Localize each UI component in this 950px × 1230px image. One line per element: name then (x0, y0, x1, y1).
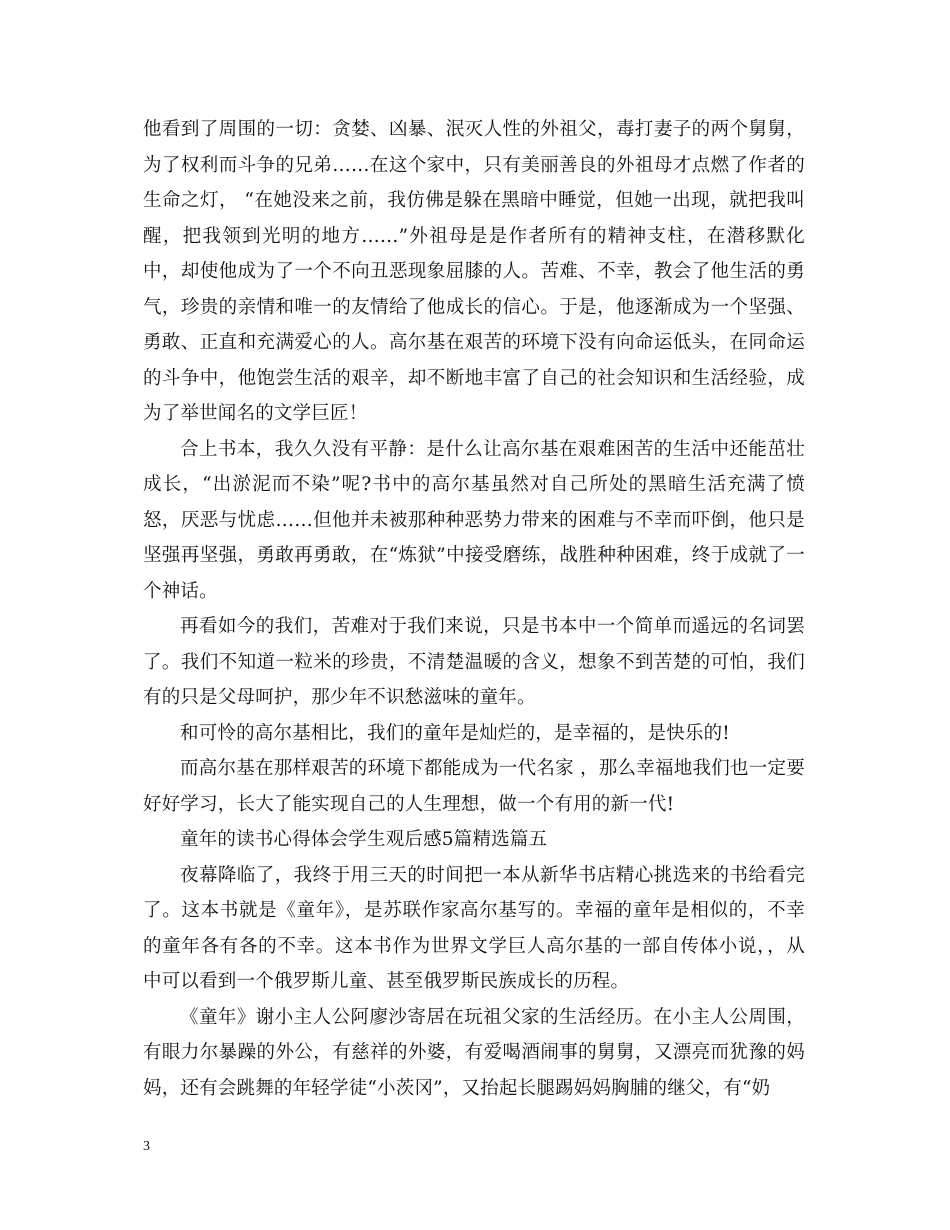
paragraph-2: 合上书本，我久久没有平静：是什么让高尔基在艰难困苦的生活中还能茁壮成长，“出淤泥而不染”呢?书中的高尔基虽然对自己所处的黑暗生活充满了愤怒，厌恶与忧虑……但他并未被那种种恶势力带来的困难与不幸而吓倒，他只是坚强再坚强，勇敢再勇敢，在“炼狱”中接受磨练，战胜种种困难，终于成就了一个神话。 (143, 438, 805, 602)
page-number: 3 (143, 1139, 150, 1154)
paragraph-6: 夜幕降临了，我终于用三天的时间把一本从新华书店精心挑选来的书给看完了。这本书就是《童年》，是苏联作家高尔基写的。幸福的童年是相似的，不幸的童年各有各的不幸。这本书作为世界文学巨人高尔基的一部自传体小说，，从中可以看到一个俄罗斯儿童、甚至俄罗斯民族成长的历程。 (143, 864, 805, 992)
paragraph-3: 再看如今的我们，苦难对于我们来说，只是书本中一个简单而遥远的名词罢了。我们不知道一粒米的珍贵，不清楚温暖的含义，想象不到苦楚的可怕，我们有的只是父母呵护，那少年不识愁滋味的童年。 (143, 616, 805, 708)
paragraph-4: 和可怜的高尔基相比，我们的童年是灿烂的，是幸福的，是快乐的! (180, 722, 730, 744)
section-heading: 童年的读书心得体会学生观后感5篇精选篇五 (180, 829, 548, 850)
document-body (143, 112, 805, 1106)
paragraph-5: 而高尔基在那样艰苦的环境下都能成为一代名家 ，那么幸福地我们也一定要好好学习，长大了能实现自己的人生理想，做一个有用的新一代! (143, 758, 805, 815)
paragraph-1: 他看到了周围的一切：贪婪、凶暴、泯灭人性的外祖父，毒打妻子的两个舅舅，为了权利而斗争的兄弟……在这个家中，只有美丽善良的外祖母才点燃了作者的生命之灯， “在她没来之前，我仿佛是躲在黑暗中睡觉，但她一出现，就把我叫醒，把我领到光明的地方……”外祖母是是作者所有的精神支柱，在潜移默化中，却使他成为了一个不向丑恶现象屈膝的人。苦难、不幸，教会了他生活的勇气，珍贵的亲情和唯一的友情给了他成长的信心。于是，他逐渐成为一个坚强、勇敢、正直和充满爱心的人。高尔基在艰苦的环境下没有向命运低头，在同命运的斗争中，他饱尝生活的艰辛，却不断地丰富了自己的社会知识和生活经验，成为了举世闻名的文学巨匠！ (143, 119, 805, 424)
paragraph-7: 《童年》谢小主人公阿廖沙寄居在玩祖父家的生活经历。在小主人公周围，有眼力尔暴躁的外公，有慈祥的外婆，有爱喝酒闹事的舅舅，又漂亮而犹豫的妈妈，还有会跳舞的年轻学徒“小茨冈”，又抬起长腿踢妈妈胸脯的继父，有“奶 (143, 1006, 805, 1099)
